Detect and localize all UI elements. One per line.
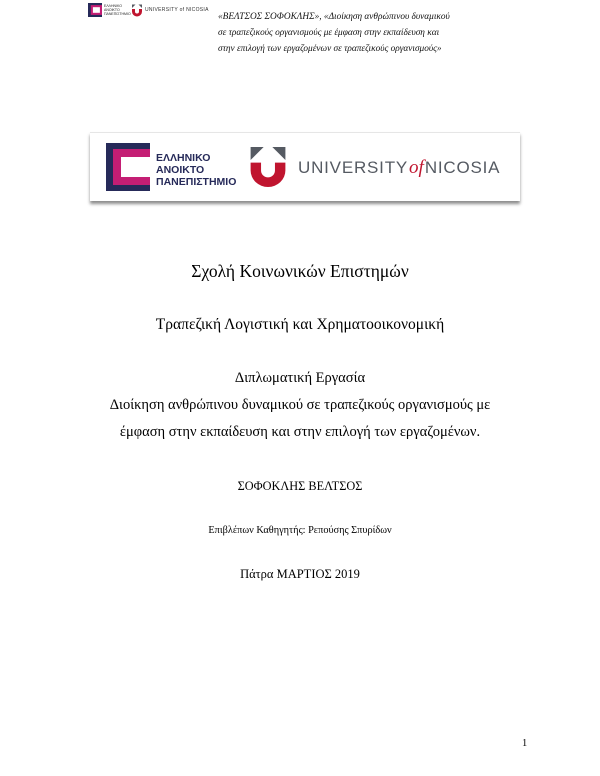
unic-word-of: of xyxy=(409,157,424,178)
school-name: Σχολή Κοινωνικών Επιστημών xyxy=(191,261,409,281)
eap-logo-icon xyxy=(106,143,150,191)
running-head-line: σε τραπεζικούς οργανισμούς με έμφαση στην εκπαίδευση και xyxy=(218,28,440,38)
eap-mini-text xyxy=(104,4,131,16)
unic-shield-icon xyxy=(250,147,286,187)
eap-name-line: ΕΛΛΗΝΙΚΟ xyxy=(156,152,211,164)
eap-mini-logo-icon xyxy=(88,3,102,17)
unic-mini-logo-icon xyxy=(132,4,142,17)
eap-name-line: ΠΑΝΕΠΙΣΤΗΜΙΟ xyxy=(156,176,237,188)
thesis-type: Διπλωματική Εργασία xyxy=(234,370,366,386)
running-head-line: στην επιλογή των εργαζομένων σε τραπεζικούς οργανισμούς» xyxy=(218,44,442,54)
unic-mini-text: UNIVERSITY of NICOSIA xyxy=(145,7,209,13)
page-number: 1 xyxy=(522,738,528,749)
eap-mini-line: ΑΝΟΙΚΤΟ xyxy=(104,8,120,12)
unic-mini-logo xyxy=(132,4,209,17)
running-head xyxy=(218,9,528,57)
eap-mini-line: ΕΛΛΗΝΙΚΟ xyxy=(104,4,122,8)
author-name: ΣΟΦΟΚΛΗΣ ΒΕΛΤΣΟΣ xyxy=(237,479,363,493)
place-date: Πάτρα ΜΑΡΤΙΟΣ 2019 xyxy=(240,567,360,581)
eap-mini-logo xyxy=(88,3,131,17)
thesis-title-line-1: Διοίκηση ανθρώπινου δυναμικού σε τραπεζικούς οργανισμούς με xyxy=(109,397,491,413)
unic-word-nicosia: NICOSIA xyxy=(424,158,501,177)
supervisor: Επιβλέπων Καθηγητής: Ρεπούσης Σπυρίδων xyxy=(208,525,392,536)
unic-wordmark xyxy=(298,157,500,179)
eap-name-line: ΑΝΟΙΚΤΟ xyxy=(156,164,205,176)
thesis-title-line-2: έμφαση στην εκπαίδευση και στην επιλογή των εργαζομένων. xyxy=(119,424,481,440)
unic-word-university: UNIVERSITY xyxy=(298,158,409,177)
running-head-line: «ΒΕΛΤΣΟΣ ΣΟΦΟΚΛΗΣ», «Διοίκηση ανθρώπινου δυναμικού xyxy=(218,12,450,22)
eap-name xyxy=(156,152,236,188)
header-logos xyxy=(88,3,209,17)
page-header xyxy=(0,0,600,72)
eap-mini-line: ΠΑΝΕΠΙΣΤΗΜΙΟ xyxy=(104,12,131,16)
program-name: Τραπεζική Λογιστική και Χρηματοοικονομική xyxy=(155,316,445,333)
logo-banner xyxy=(90,132,520,201)
